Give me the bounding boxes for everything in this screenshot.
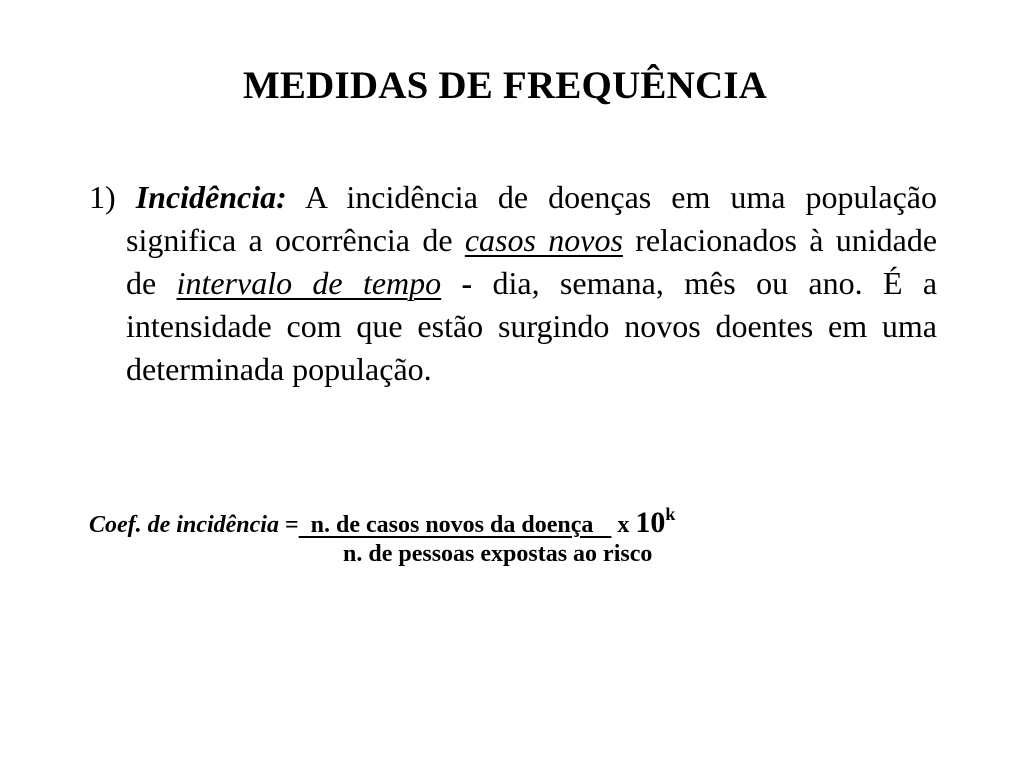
formula-numerator: n. de casos novos da doença — [298, 512, 612, 538]
item-number: 1) — [89, 179, 136, 215]
formula-label: Coef. de incidência — [89, 512, 279, 538]
slide-title: MEDIDAS DE FREQUÊNCIA — [242, 64, 768, 107]
formula-denominator: n. de pessoas expostas ao risco — [343, 541, 653, 567]
formula-base: 10 — [635, 506, 666, 539]
term-incidence: Incidência: — [135, 179, 287, 215]
definition-dash: - — [461, 265, 473, 301]
definition-text-2: relacionados à unidade de — [126, 222, 938, 301]
incidence-definition — [89, 176, 937, 391]
definition-text-3 — [441, 265, 461, 301]
formula-equals: = — [278, 512, 299, 538]
definition-text-4: dia, semana, mês ou ano. É a intensidade com que estão surgindo novos doentes em uma determinada população. — [126, 265, 938, 387]
definition-text-1: A incidência de doenças em uma população significa a ocorrência de — [126, 179, 938, 258]
formula-multiplier: x — [611, 512, 636, 538]
formula-exponent: k — [665, 504, 676, 524]
emphasis-casos-novos: casos novos — [464, 222, 623, 258]
emphasis-intervalo-de-tempo: intervalo de tempo — [176, 265, 442, 301]
